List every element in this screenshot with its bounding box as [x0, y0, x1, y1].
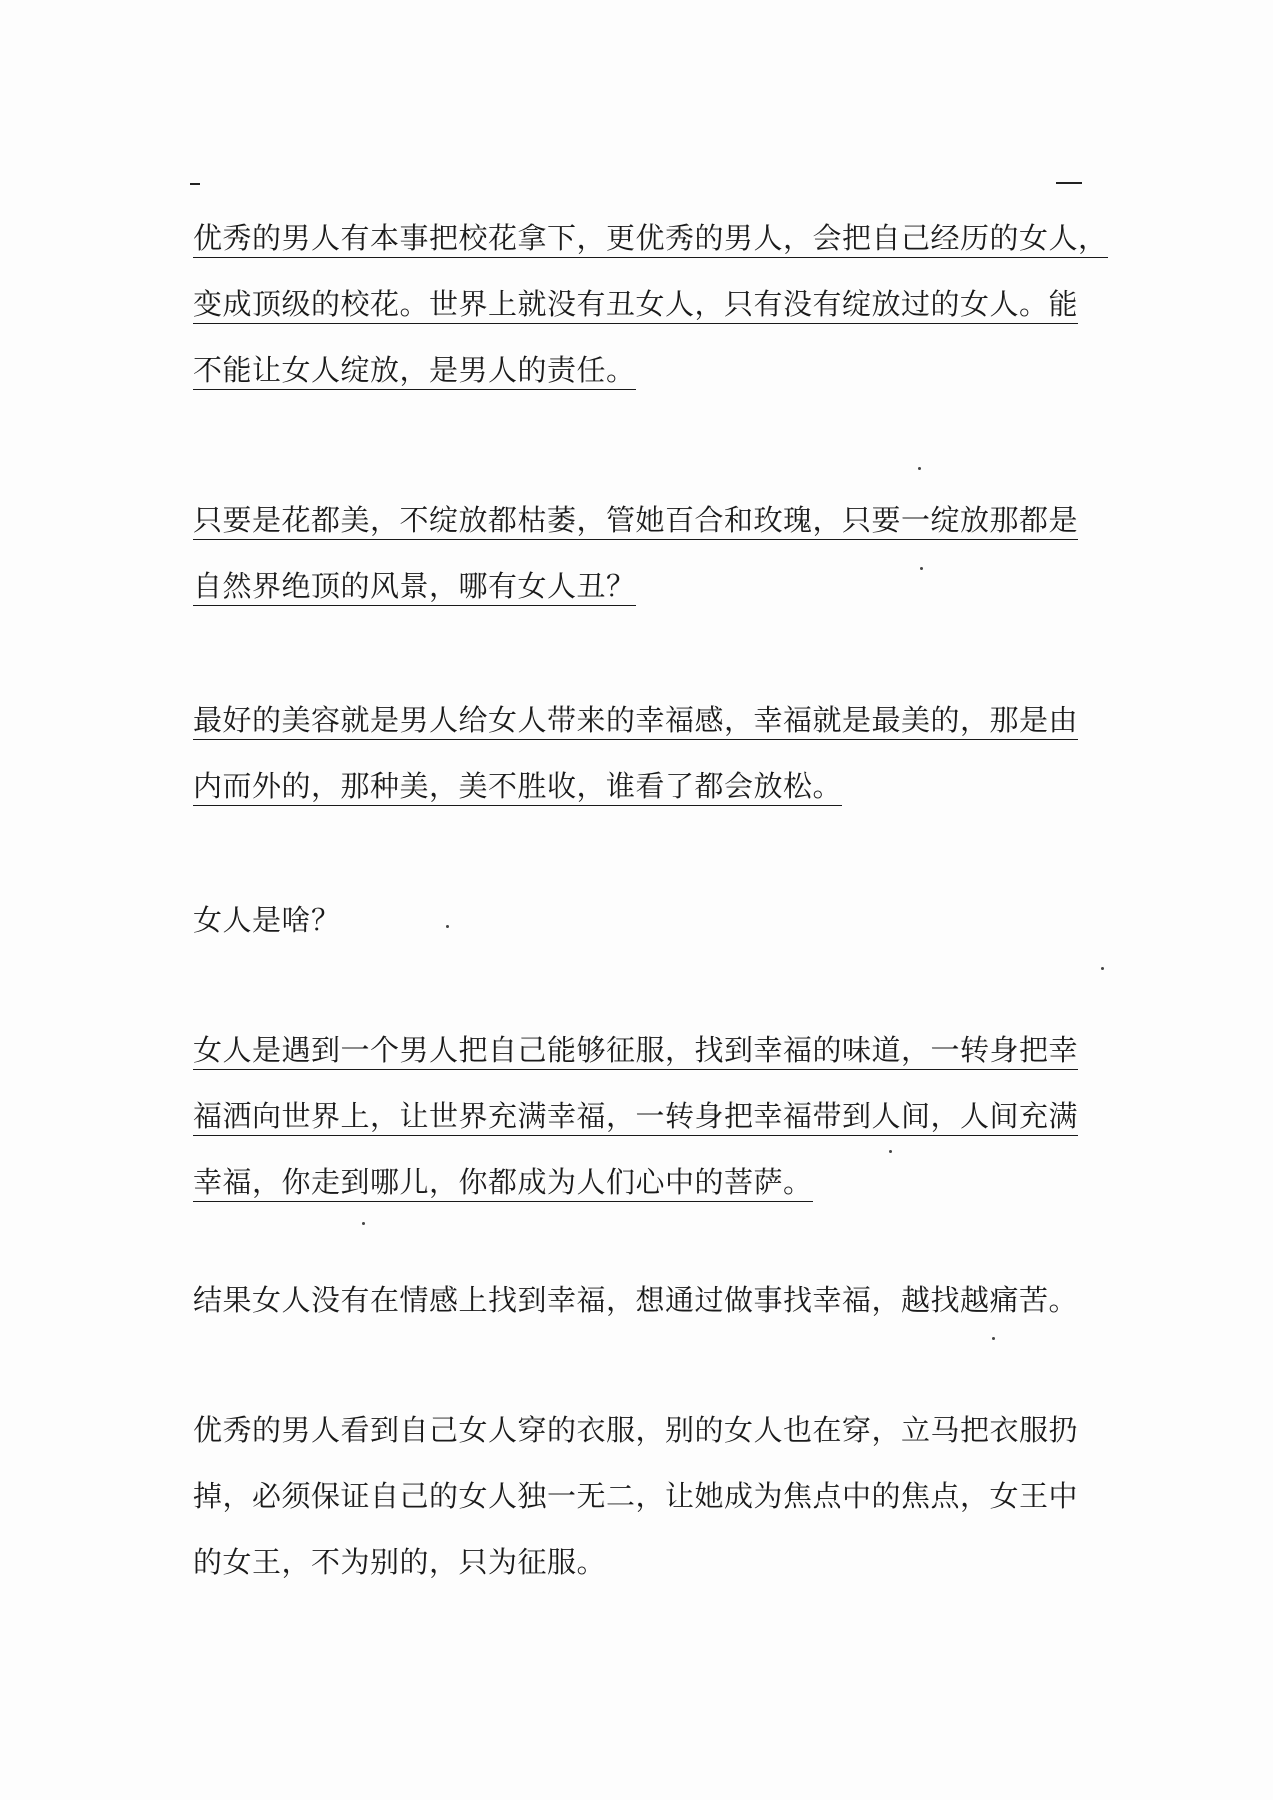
line-text: 优秀的男人有本事把校花拿下，更优秀的男人，会把自己经历的女人，: [193, 221, 1108, 258]
paragraph-line: [193, 1397, 1093, 1463]
paragraph-line: [193, 1529, 1093, 1595]
scan-speck: [1101, 967, 1104, 970]
line-text: 只要是花都美，不绽放都枯萎，管她百合和玫瑰，只要一绽放那都是: [193, 503, 1078, 540]
top-left-dash-mark: [190, 183, 200, 185]
paragraph-5: [193, 1017, 1093, 1215]
paragraph-6: [193, 1267, 1093, 1333]
line-text: 幸福，你走到哪儿，你都成为人们心中的菩萨。: [193, 1165, 813, 1202]
paragraph-7: [193, 1397, 1093, 1595]
scan-speck: [992, 1337, 995, 1340]
scan-speck: [918, 467, 921, 470]
line-text: 最好的美容就是男人给女人带来的幸福感，幸福就是最美的，那是由: [193, 703, 1078, 740]
paragraph-line: [193, 205, 1108, 271]
top-right-dash-mark: [1056, 182, 1082, 184]
scan-speck: [920, 567, 923, 570]
paragraph-line: [193, 1267, 1093, 1333]
paragraph-line: [193, 337, 1093, 403]
paragraph-4: [193, 887, 1093, 953]
paragraph-line: [193, 1463, 1093, 1529]
line-text: 变成顶级的校花。世界上就没有丑女人，只有没有绽放过的女人。能: [193, 287, 1078, 324]
paragraph-line: [193, 887, 1093, 953]
paragraph-line: [193, 1017, 1093, 1083]
line-text: 不能让女人绽放，是男人的责任。: [193, 353, 636, 390]
paragraph-2: [193, 487, 1093, 619]
line-text: 女人是啥？: [193, 903, 341, 937]
line-text: 内而外的，那种美，美不胜收，谁看了都会放松。: [193, 769, 842, 806]
scan-speck: [362, 1222, 365, 1225]
line-text: 优秀的男人看到自己女人穿的衣服，别的女人也在穿，立马把衣服扔: [193, 1413, 1079, 1447]
line-text: 结果女人没有在情感上找到幸福，想通过做事找幸福，越找越痛苦。: [193, 1283, 1079, 1317]
paragraph-line: [193, 1083, 1093, 1149]
scan-speck: [446, 925, 449, 928]
paragraph-1: [193, 205, 1108, 403]
line-text: 自然界绝顶的风景，哪有女人丑？: [193, 569, 636, 606]
scan-speck: [889, 1150, 892, 1153]
line-text: 女人是遇到一个男人把自己能够征服，找到幸福的味道，一转身把幸: [193, 1033, 1078, 1070]
paragraph-line: [193, 687, 1093, 753]
line-text: 的女王，不为别的，只为征服。: [193, 1545, 607, 1579]
paragraph-3: [193, 687, 1093, 819]
line-text: 福洒向世界上，让世界充满幸福，一转身把幸福带到人间，人间充满: [193, 1099, 1078, 1136]
paragraph-line: [193, 553, 1093, 619]
line-text: 掉，必须保证自己的女人独一无二，让她成为焦点中的焦点，女王中: [193, 1479, 1079, 1513]
paragraph-line: [193, 487, 1093, 553]
paragraph-line: [193, 753, 1093, 819]
paragraph-line: [193, 1149, 1093, 1215]
paragraph-line: [193, 271, 1093, 337]
